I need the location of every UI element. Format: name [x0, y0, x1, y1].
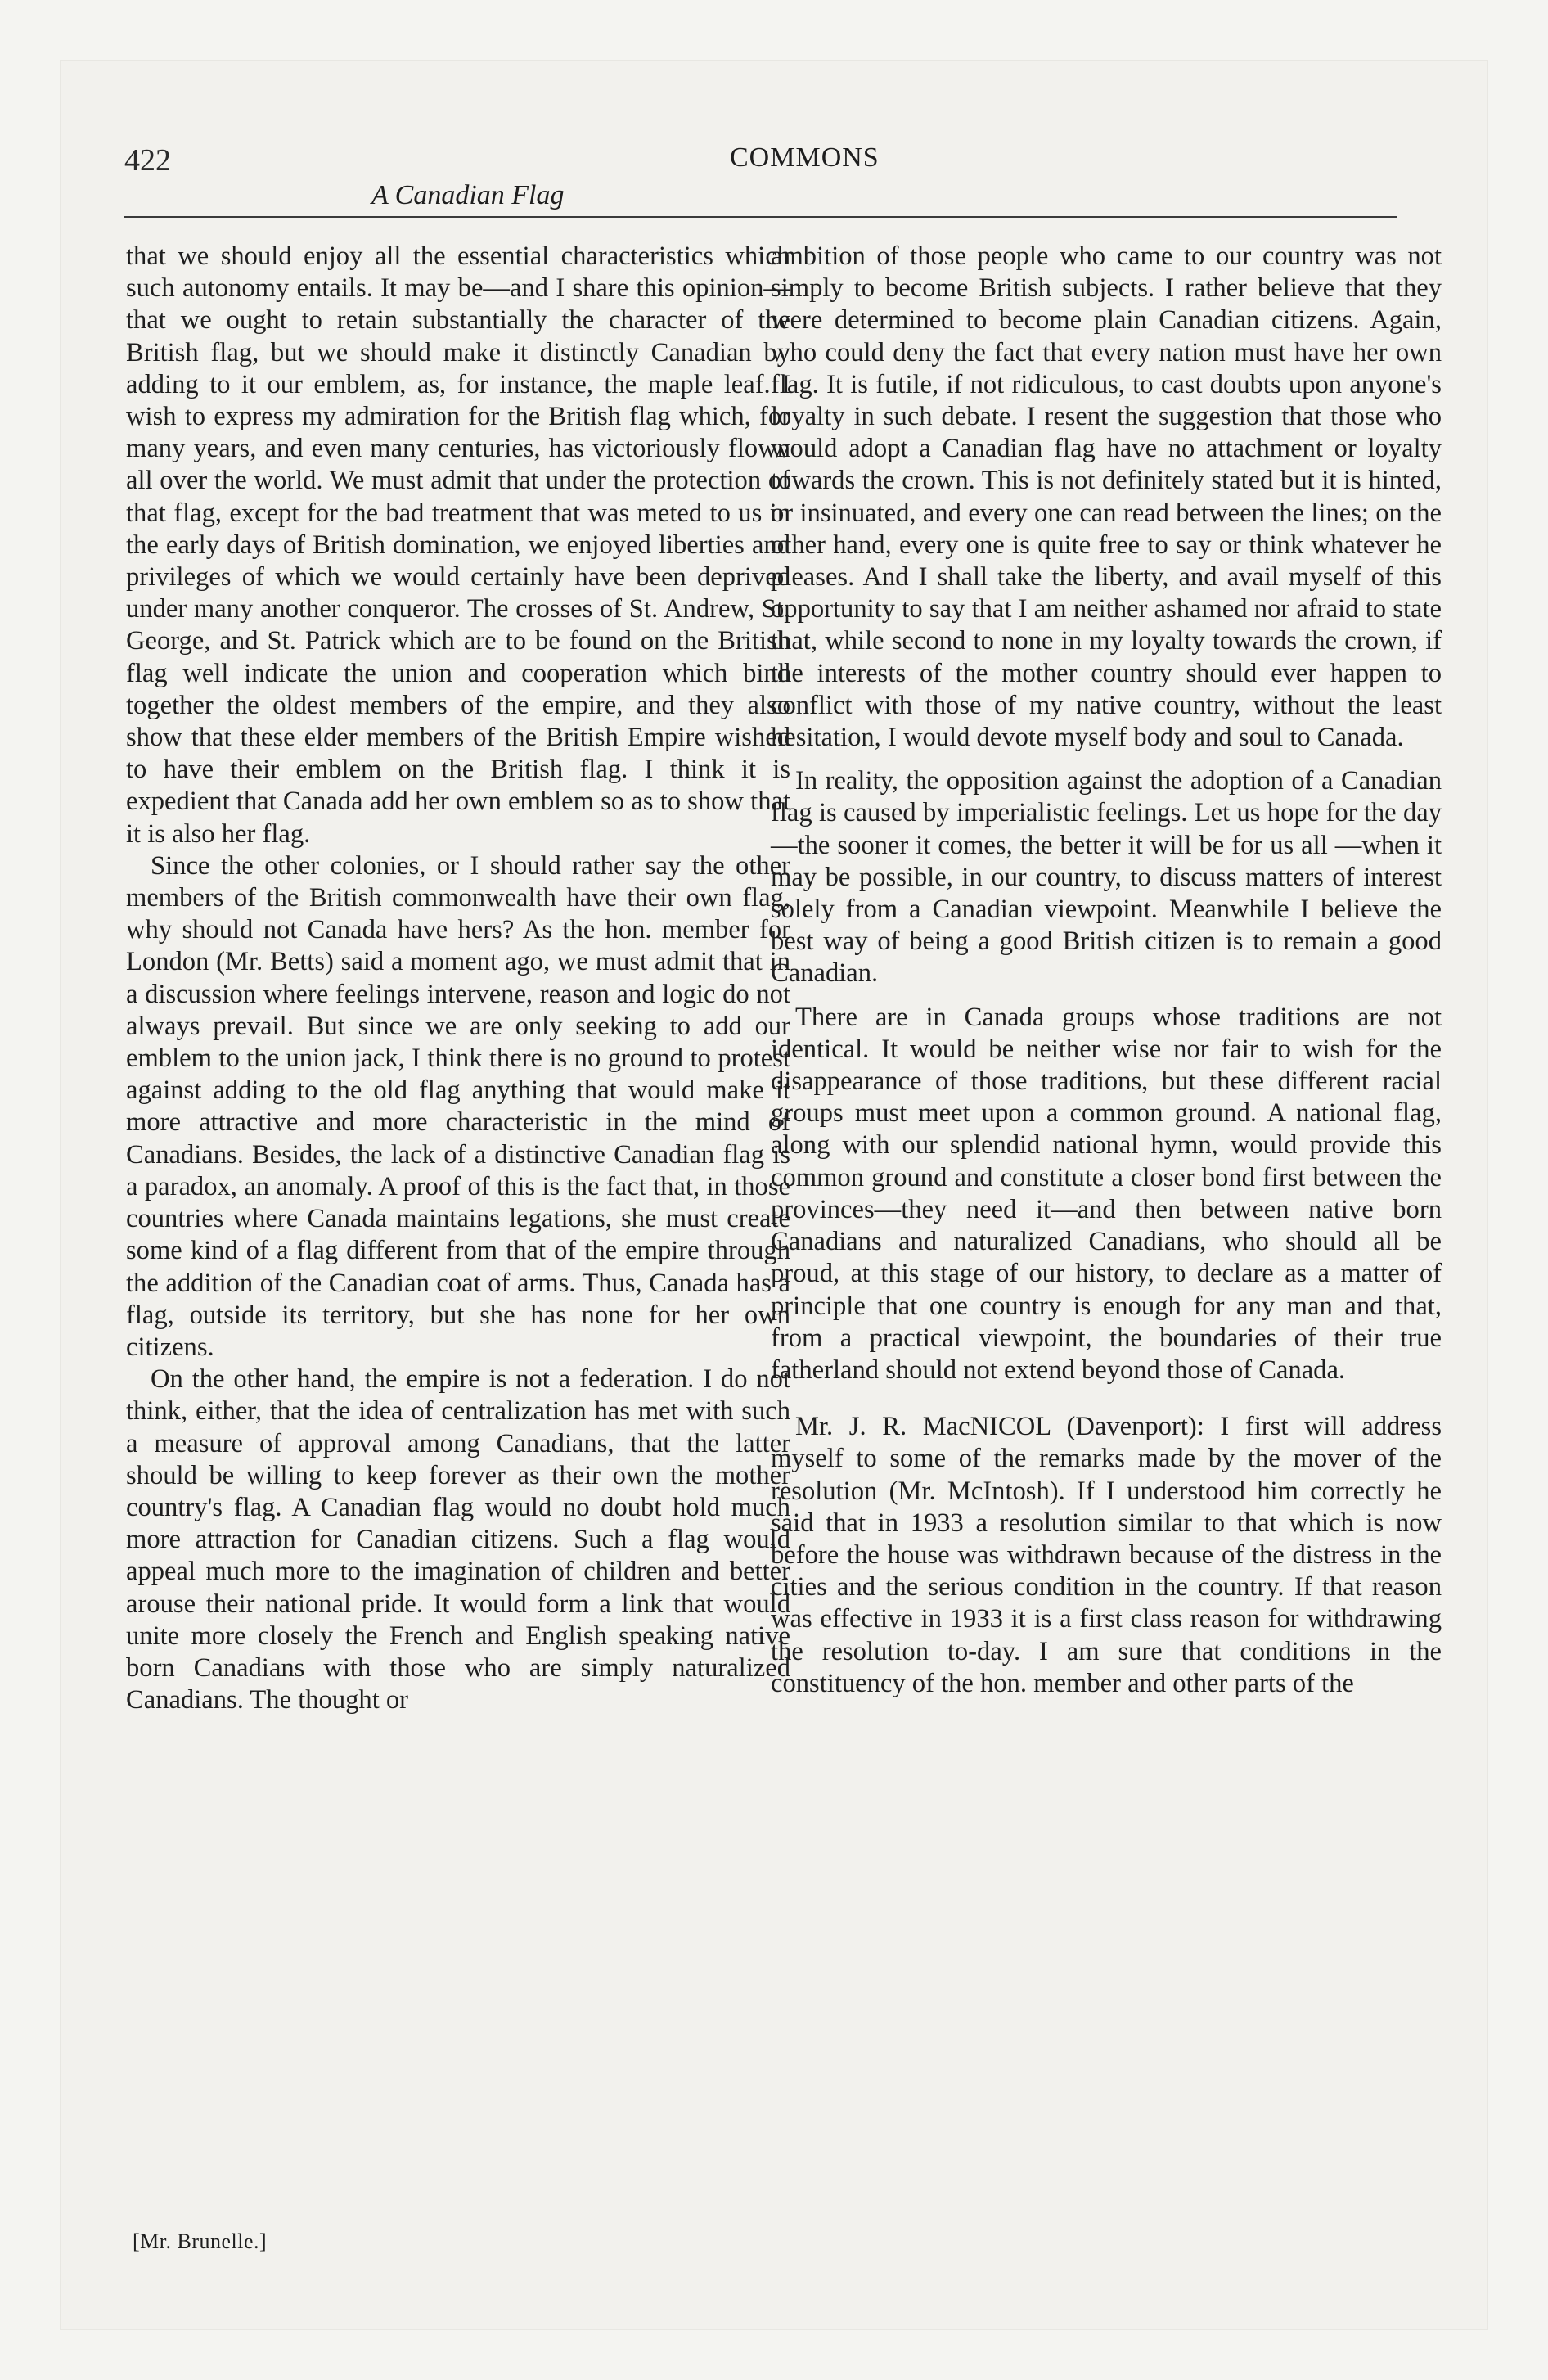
speaker-paragraph: Mr. J. R. MacNICOL (Davenport): I first will address myself to some of the remarks made by the mover of the resolution (Mr. McIntosh). If I understood him correctly he said that in 1933 a resolution similar to that which is now before the house was withdrawn because of the distress in the cities and the serious condition in the country. If that reason was effective in 1933 it is a first class reason for withdrawing the resolution to-day. I am sure that conditions in the constituency of the hon. member and other parts of the [771, 1412, 1442, 1698]
document-page [61, 61, 1487, 2329]
left-column [126, 241, 790, 1716]
paragraph: On the other hand, the empire is not a federation. I do not think, either, that the idea of centralization has met with such a measure of approval among Canadians, that the latter should be willing to keep forever as their own the mother country's flag. A Canadian flag would no doubt hold much more attraction for Canadian citizens. Such a flag would appeal much more to the imagination of children and better arouse their national pride. It would form a link that would unite more closely the French and English speaking native born Canadians with those who are simply naturalized Canadians. The thought or [126, 1364, 790, 1715]
paragraph: that we should enjoy all the essential characteristics which such autonomy entails. It may be—and I share this opinion—that we ought to retain substantially the character of the British flag, but we should make it distinctly Canadian by adding to it our emblem, as, for instance, the maple leaf. I wish to express my admiration for the British flag which, for many years, and even many centuries, has victoriously flown all over the world. We must admit that under the protection of that flag, except for the bad treatment that was meted to us in the early days of British domination, we enjoyed liberties and privileges of which we would certainly have been deprived under many another conqueror. The crosses of St. Andrew, St. George, and St. Patrick which are to be found on the British flag well indicate the union and cooperation which bind together the oldest members of the empire, and they also show that these elder members of the British Empire wished to have their emblem on the British flag. I think it is expedient that Canada add her own emblem so as to show that it is also her flag. [126, 241, 790, 849]
page-number: 422 [124, 143, 171, 178]
paragraph: Since the other colonies, or I should rather say the other members of the British commonwealth have their own flag, why should not Canada have hers? As the hon. member for London (Mr. Betts) said a moment ago, we must admit that in a discussion where feelings intervene, reason and logic do not always prevail. But since we are only seeking to add our emblem to the union jack, I think there is no ground to protest against adding to the old flag anything that would make it more attractive and more characteristic in the mind of Canadians. Besides, the lack of a distinctive Canadian flag is a paradox, an anomaly. A proof of this is the fact that, in those countries where Canada maintains legations, she must create some kind of a flag different from that of the empire through the addition of the Canadian coat of arms. Thus, Canada has a flag, outside its territory, but she has none for her own citizens. [126, 850, 790, 1362]
paragraph: There are in Canada groups whose traditions are not identical. It would be neither wise nor fair to wish for the disappearance of those traditions, but these different racial groups must meet upon a common ground. A national flag, along with our splendid national hymn, would provide this common ground and constitute a closer bond first between the provinces—they need it—and then between native born Canadians and naturalized Canadians, who should all be proud, at this stage of our history, to declare as a matter of principle that one country is enough for any man and that, from a practical viewpoint, the boundaries of their true fatherland should not extend beyond those of Canada. [771, 1002, 1442, 1385]
section-title: A Canadian Flag [371, 180, 565, 210]
house-title: COMMONS [730, 142, 880, 173]
paragraph: In reality, the opposition against the adoption of a Canadian flag is caused by imperialistic feelings. Let us hope for the day—the sooner it comes, the better it will be for us all —when it may be possible, in our country, to discuss matters of interest solely from a Canadian viewpoint. Meanwhile I believe the best way of being a good British citizen is to remain a good Canadian. [771, 766, 1442, 989]
header-rule [124, 216, 1397, 218]
right-column [771, 241, 1442, 1700]
speaker-attribution: [Mr. Brunelle.] [133, 2229, 268, 2253]
paragraph: ambition of those people who came to our country was not simply to become British subjects. I rather believe that they were determined to become plain Canadian citizens. Again, who could deny the fact that every nation must have her own flag. It is futile, if not ridiculous, to cast doubts upon anyone's loyalty in such debate. I resent the suggestion that those who would adopt a Canadian flag have no attachment or loyalty towards the crown. This is not definitely stated but it is hinted, or insinuated, and every one can read between the lines; on the other hand, every one is quite free to say or think whatever he pleases. And I shall take the liberty, and avail myself of this opportunity to say that I am neither ashamed nor afraid to state that, while second to none in my loyalty towards the crown, if the interests of the mother country should ever happen to conflict with those of my native country, without the least hesitation, I would devote myself body and soul to Canada. [771, 241, 1442, 753]
